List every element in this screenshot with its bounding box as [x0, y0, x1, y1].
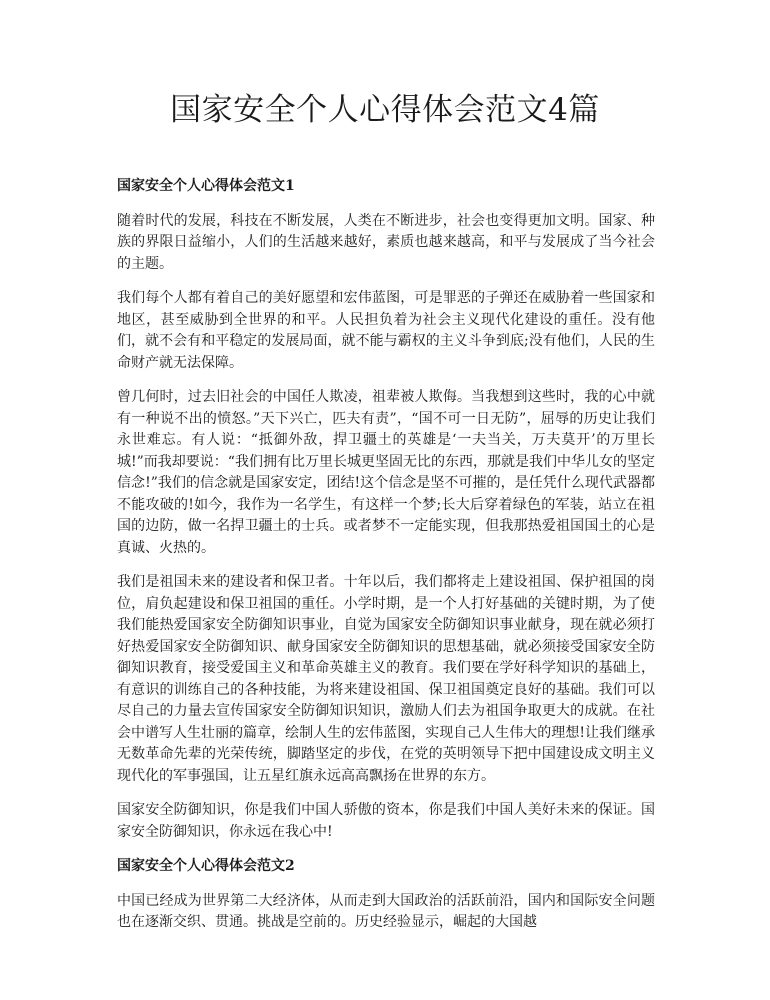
paragraph: 我们每个人都有着自己的美好愿望和宏伟蓝图，可是罪恶的子弹还在威胁着一些国家和地区，甚至威胁到全世界的和平。人民担负着为社会主义现代化建设的重任。没有他们，就不会有和平稳定的发展局面，就不能与霸权的主义斗争到底;没有他们，人民的生命财产就无法保障。 — [117, 290, 655, 371]
paragraph: 我们是祖国未来的建设者和保卫者。十年以后，我们都将走上建设祖国、保护祖国的岗位，肩负起建设和保卫祖国的重任。小学时期，是一个人打好基础的关键时期，为了使我们能热爱国家安全防御知识事业，自觉为国家安全防御知识事业献身，现在就必须打好热爱国家安全防御知识、献身国家安全防御知识的思想基础，就必须接受国家安全防御知识教育，接受爱国主义和革命英雄主义的教育。我们要在学好科学知识的基础上，有意识的训练自己的各种技能，为将来建设祖国、保卫祖国奠定良好的基础。我们可以尽自己的力量去宣传国家安全防御知识知识，激励人们去为祖国争取更大的成就。在社会中谱写人生壮丽的篇章，绘制人生的宏伟蓝图，实现自己人生伟大的理想!让我们继承无数革命先辈的光荣传统，脚踏坚定的步伐，在党的英明领导下把中国建设成文明主义现代化的军事强国，让五星红旗永远高高飘扬在世界的东方。 — [117, 574, 655, 784]
paragraph: 随着时代的发展，科技在不断发展，人类在不断进步，社会也变得更加文明。国家、种族的界限日益缩小，人们的生活越来越好，素质也越来越高，和平与发展成了当今社会的主题。 — [117, 212, 655, 272]
page-title: 国家安全个人心得体会范文4篇 — [170, 92, 600, 128]
paragraph: 国家安全防御知识，你是我们中国人骄傲的资本，你是我们中国人美好未来的保证。国家安全防御知识，你永远在我心中! — [117, 802, 655, 840]
document-body — [117, 176, 655, 947]
section-heading-2: 国家安全个人心得体会范文2 — [117, 858, 295, 874]
section-heading-1: 国家安全个人心得体会范文1 — [117, 178, 295, 194]
paragraph: 曾几何时，过去旧社会的中国任人欺凌，祖辈被人欺侮。当我想到这些时，我的心中就有一种说不出的愤怒。”天下兴亡，匹夫有责”，“国不可一日无防”，屈辱的历史让我们永世难忘。有人说：“抵御外敌，捍卫疆土的英雄是‘一夫当关，万夫莫开’的万里长城!”而我却要说：“我们拥有比万里长城更坚固无比的东西，那就是我们中华儿女的坚定信念!”我们的信念就是国家安定，团结!这个信念是坚不可摧的，是任凭什么现代武器都不能攻破的!如今，我作为一名学生，有这样一个梦;长大后穿着绿色的军装，站立在祖国的边防，做一名捍卫疆土的士兵。或者梦不一定能实现，但我那热爱祖国国土的心是真诚、火热的。 — [117, 389, 655, 556]
paragraph: 中国已经成为世界第二大经济体，从而走到大国政治的活跃前沿，国内和国际安全问题也在逐渐交织、贯通。挑战是空前的。历史经验显示，崛起的大国越 — [117, 892, 655, 930]
